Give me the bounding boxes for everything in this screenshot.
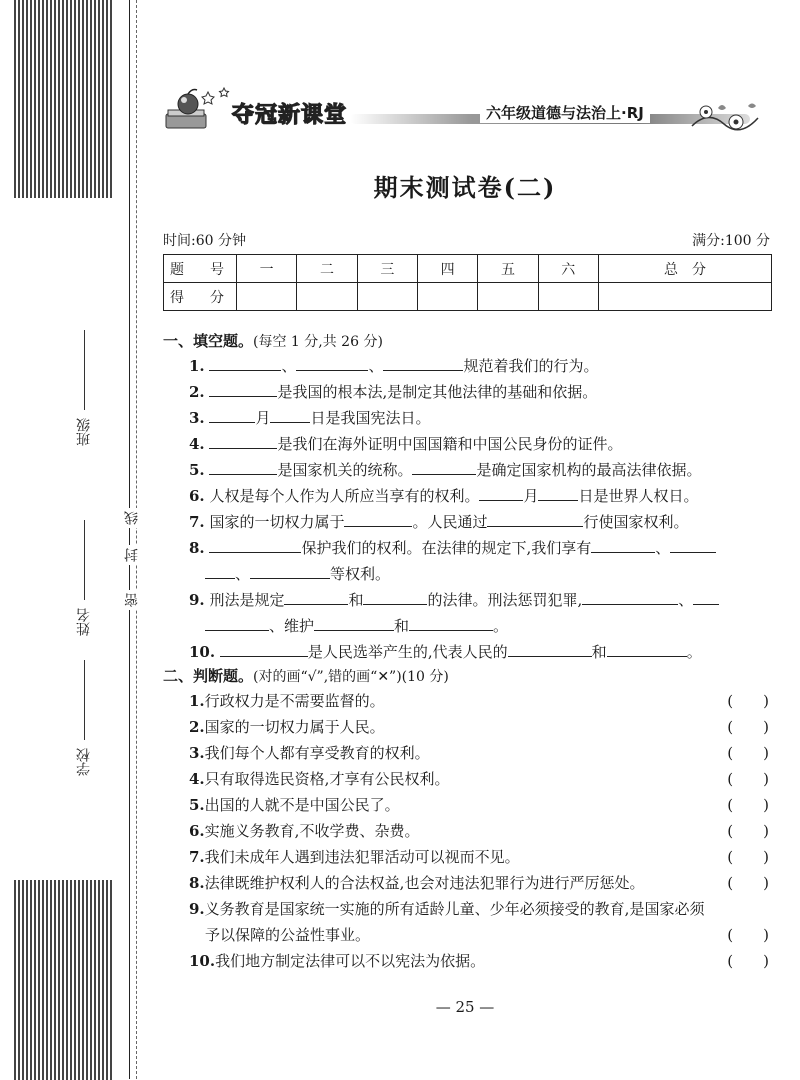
answer-blank[interactable] xyxy=(205,614,269,631)
answer-blank[interactable] xyxy=(363,588,427,605)
answer-blank[interactable] xyxy=(670,536,716,553)
full-score: 满分:100 分 xyxy=(692,233,770,249)
judge-item-6: 6.实施义务教育,不收学费、杂费。 ( ) xyxy=(163,818,773,844)
answer-paren[interactable]: ( ) xyxy=(727,796,769,814)
question-9: 9. 刑法是规定 和 的法律。刑法惩罚犯罪, 、 xyxy=(163,587,773,613)
exam-content xyxy=(163,330,773,974)
time-limit: 时间:60 分钟 xyxy=(163,233,246,249)
answer-paren[interactable]: ( ) xyxy=(727,718,769,736)
score-cell[interactable] xyxy=(237,283,297,311)
answer-blank[interactable] xyxy=(209,406,255,423)
question-1: 1. 、 、 规范着我们的行为。 xyxy=(163,353,773,379)
answer-paren[interactable]: ( ) xyxy=(727,770,769,788)
apple-book-logo-icon xyxy=(164,86,242,132)
seal-char-2: 封 xyxy=(122,545,142,565)
col-header-3: 三 xyxy=(357,255,417,283)
section-1-heading xyxy=(163,330,773,353)
judge-item-9: 9.义务教育是国家统一实施的所有适龄儿童、少年必须接受的教育,是国家必须 xyxy=(189,900,705,918)
page-number: — 25 — xyxy=(435,998,495,1016)
score-cell[interactable] xyxy=(417,283,477,311)
score-cell[interactable] xyxy=(297,283,357,311)
answer-blank[interactable] xyxy=(582,588,678,605)
col-header-1: 一 xyxy=(237,255,297,283)
score-table xyxy=(163,254,772,311)
answer-blank[interactable] xyxy=(209,432,277,449)
col-header-5: 五 xyxy=(478,255,538,283)
name-label: 姓名 xyxy=(76,608,92,636)
answer-blank[interactable] xyxy=(209,380,277,397)
score-cell[interactable] xyxy=(598,283,771,311)
question-8-cont: 、 等权利。 xyxy=(163,561,773,587)
section-2-note: (对的画“√”,错的画“✕”)(10 分) xyxy=(253,669,449,685)
question-8: 8. 保护我们的权利。在法律的规定下,我们享有 、 xyxy=(163,535,773,561)
question-4: 4. 是我们在海外证明中国国籍和中国公民身份的证件。 xyxy=(163,431,773,457)
answer-paren[interactable]: ( ) xyxy=(727,744,769,762)
answer-blank[interactable] xyxy=(344,510,412,527)
judge-item-2: 2.国家的一切权力属于人民。 ( ) xyxy=(163,714,773,740)
col-header-4: 四 xyxy=(417,255,477,283)
answer-blank[interactable] xyxy=(591,536,655,553)
floral-ornament-icon xyxy=(688,100,760,134)
question-7: 7. 国家的一切权力属于 。人民通过 行使国家权利。 xyxy=(163,509,773,535)
score-table-score-row xyxy=(164,283,772,311)
answer-blank[interactable] xyxy=(209,458,277,475)
seal-char-1: 线 xyxy=(122,508,142,528)
score-cell[interactable] xyxy=(538,283,598,311)
answer-paren[interactable]: ( ) xyxy=(727,822,769,840)
answer-paren[interactable]: ( ) xyxy=(727,926,769,944)
judge-item-4: 4.只有取得选民资格,才享有公民权利。 ( ) xyxy=(163,766,773,792)
answer-paren[interactable]: ( ) xyxy=(727,692,769,710)
col-header-2: 二 xyxy=(297,255,357,283)
answer-blank[interactable] xyxy=(220,640,308,657)
exam-meta xyxy=(163,230,770,250)
score-cell[interactable] xyxy=(357,283,417,311)
answer-blank[interactable] xyxy=(487,510,583,527)
answer-blank[interactable] xyxy=(284,588,348,605)
school-label: 学校 xyxy=(76,748,92,776)
class-label: 班级 xyxy=(76,418,92,446)
judge-item-8: 8.法律既维护权利人的合法权益,也会对违法犯罪行为进行严厉惩处。 ( ) xyxy=(163,870,773,896)
answer-blank[interactable] xyxy=(479,484,523,501)
answer-blank[interactable] xyxy=(693,588,719,605)
col-header-total: 总 分 xyxy=(598,255,771,283)
answer-blank[interactable] xyxy=(205,562,235,579)
answer-paren[interactable]: ( ) xyxy=(727,952,769,970)
answer-blank[interactable] xyxy=(409,614,493,631)
row-label-question: 题 号 xyxy=(164,255,237,283)
answer-blank[interactable] xyxy=(250,562,330,579)
answer-blank[interactable] xyxy=(383,354,463,371)
answer-paren[interactable]: ( ) xyxy=(727,874,769,892)
name-field xyxy=(74,520,94,636)
col-header-6: 六 xyxy=(538,255,598,283)
question-3: 3. 月 日是我国宪法日。 xyxy=(163,405,773,431)
question-2: 2. 是我国的根本法,是制定其他法律的基础和依据。 xyxy=(163,379,773,405)
question-10: 10. 是人民选举产生的,代表人民的 和 。 xyxy=(163,639,773,665)
answer-blank[interactable] xyxy=(607,640,687,657)
judge-item-9-cont: 予以保障的公益性事业。 ( ) xyxy=(163,922,773,948)
class-field xyxy=(74,330,94,446)
school-blank xyxy=(83,660,85,740)
score-table-header-row xyxy=(164,255,772,283)
section-2-heading xyxy=(163,665,773,688)
section-1-title: 一、填空题。 xyxy=(163,332,254,350)
question-5: 5. 是国家机关的统称。 是确定国家机构的最高法律依据。 xyxy=(163,457,773,483)
judge-item-7: 7.我们未成年人遇到违法犯罪活动可以视而不见。 ( ) xyxy=(163,844,773,870)
judge-item-3: 3.我们每个人都有享受教育的权利。 ( ) xyxy=(163,740,773,766)
name-blank xyxy=(83,520,85,600)
answer-blank[interactable] xyxy=(314,614,394,631)
answer-paren[interactable]: ( ) xyxy=(727,848,769,866)
answer-blank[interactable] xyxy=(209,354,281,371)
page-title: 期末测试卷(二) xyxy=(373,173,557,202)
answer-blank[interactable] xyxy=(538,484,578,501)
section-2-title: 二、判断题。 xyxy=(163,667,254,685)
row-label-score: 得 分 xyxy=(164,283,237,311)
question-9-cont: 、维护 和 。 xyxy=(163,613,773,639)
question-6: 6. 人权是每个人作为人所应当享有的权利。 月 日是世界人权日。 xyxy=(163,483,773,509)
answer-blank[interactable] xyxy=(270,406,310,423)
seal-char-3: 密 xyxy=(122,590,142,610)
section-1-note: (每空 1 分,共 26 分) xyxy=(253,334,383,350)
judge-item-5: 5.出国的人就不是中国公民了。 ( ) xyxy=(163,792,773,818)
answer-blank[interactable] xyxy=(412,458,476,475)
binding-rule xyxy=(129,0,130,1079)
class-blank xyxy=(83,330,85,410)
judge-item-10: 10.我们地方制定法律可以不以宪法为依据。 ( ) xyxy=(163,948,773,974)
cut-line xyxy=(136,0,137,1079)
answer-blank[interactable] xyxy=(209,536,301,553)
page-header xyxy=(160,86,760,142)
brand-name: 夺冠新课堂 xyxy=(232,103,348,128)
margin-stripes-bottom xyxy=(14,880,114,1080)
answer-blank[interactable] xyxy=(296,354,368,371)
score-cell[interactable] xyxy=(478,283,538,311)
judge-item-1: 1.行政权力是不需要监督的。 ( ) xyxy=(163,688,773,714)
subject-label: 六年级道德与法治上·RJ xyxy=(480,102,650,123)
answer-blank[interactable] xyxy=(508,640,592,657)
school-field xyxy=(74,660,94,776)
